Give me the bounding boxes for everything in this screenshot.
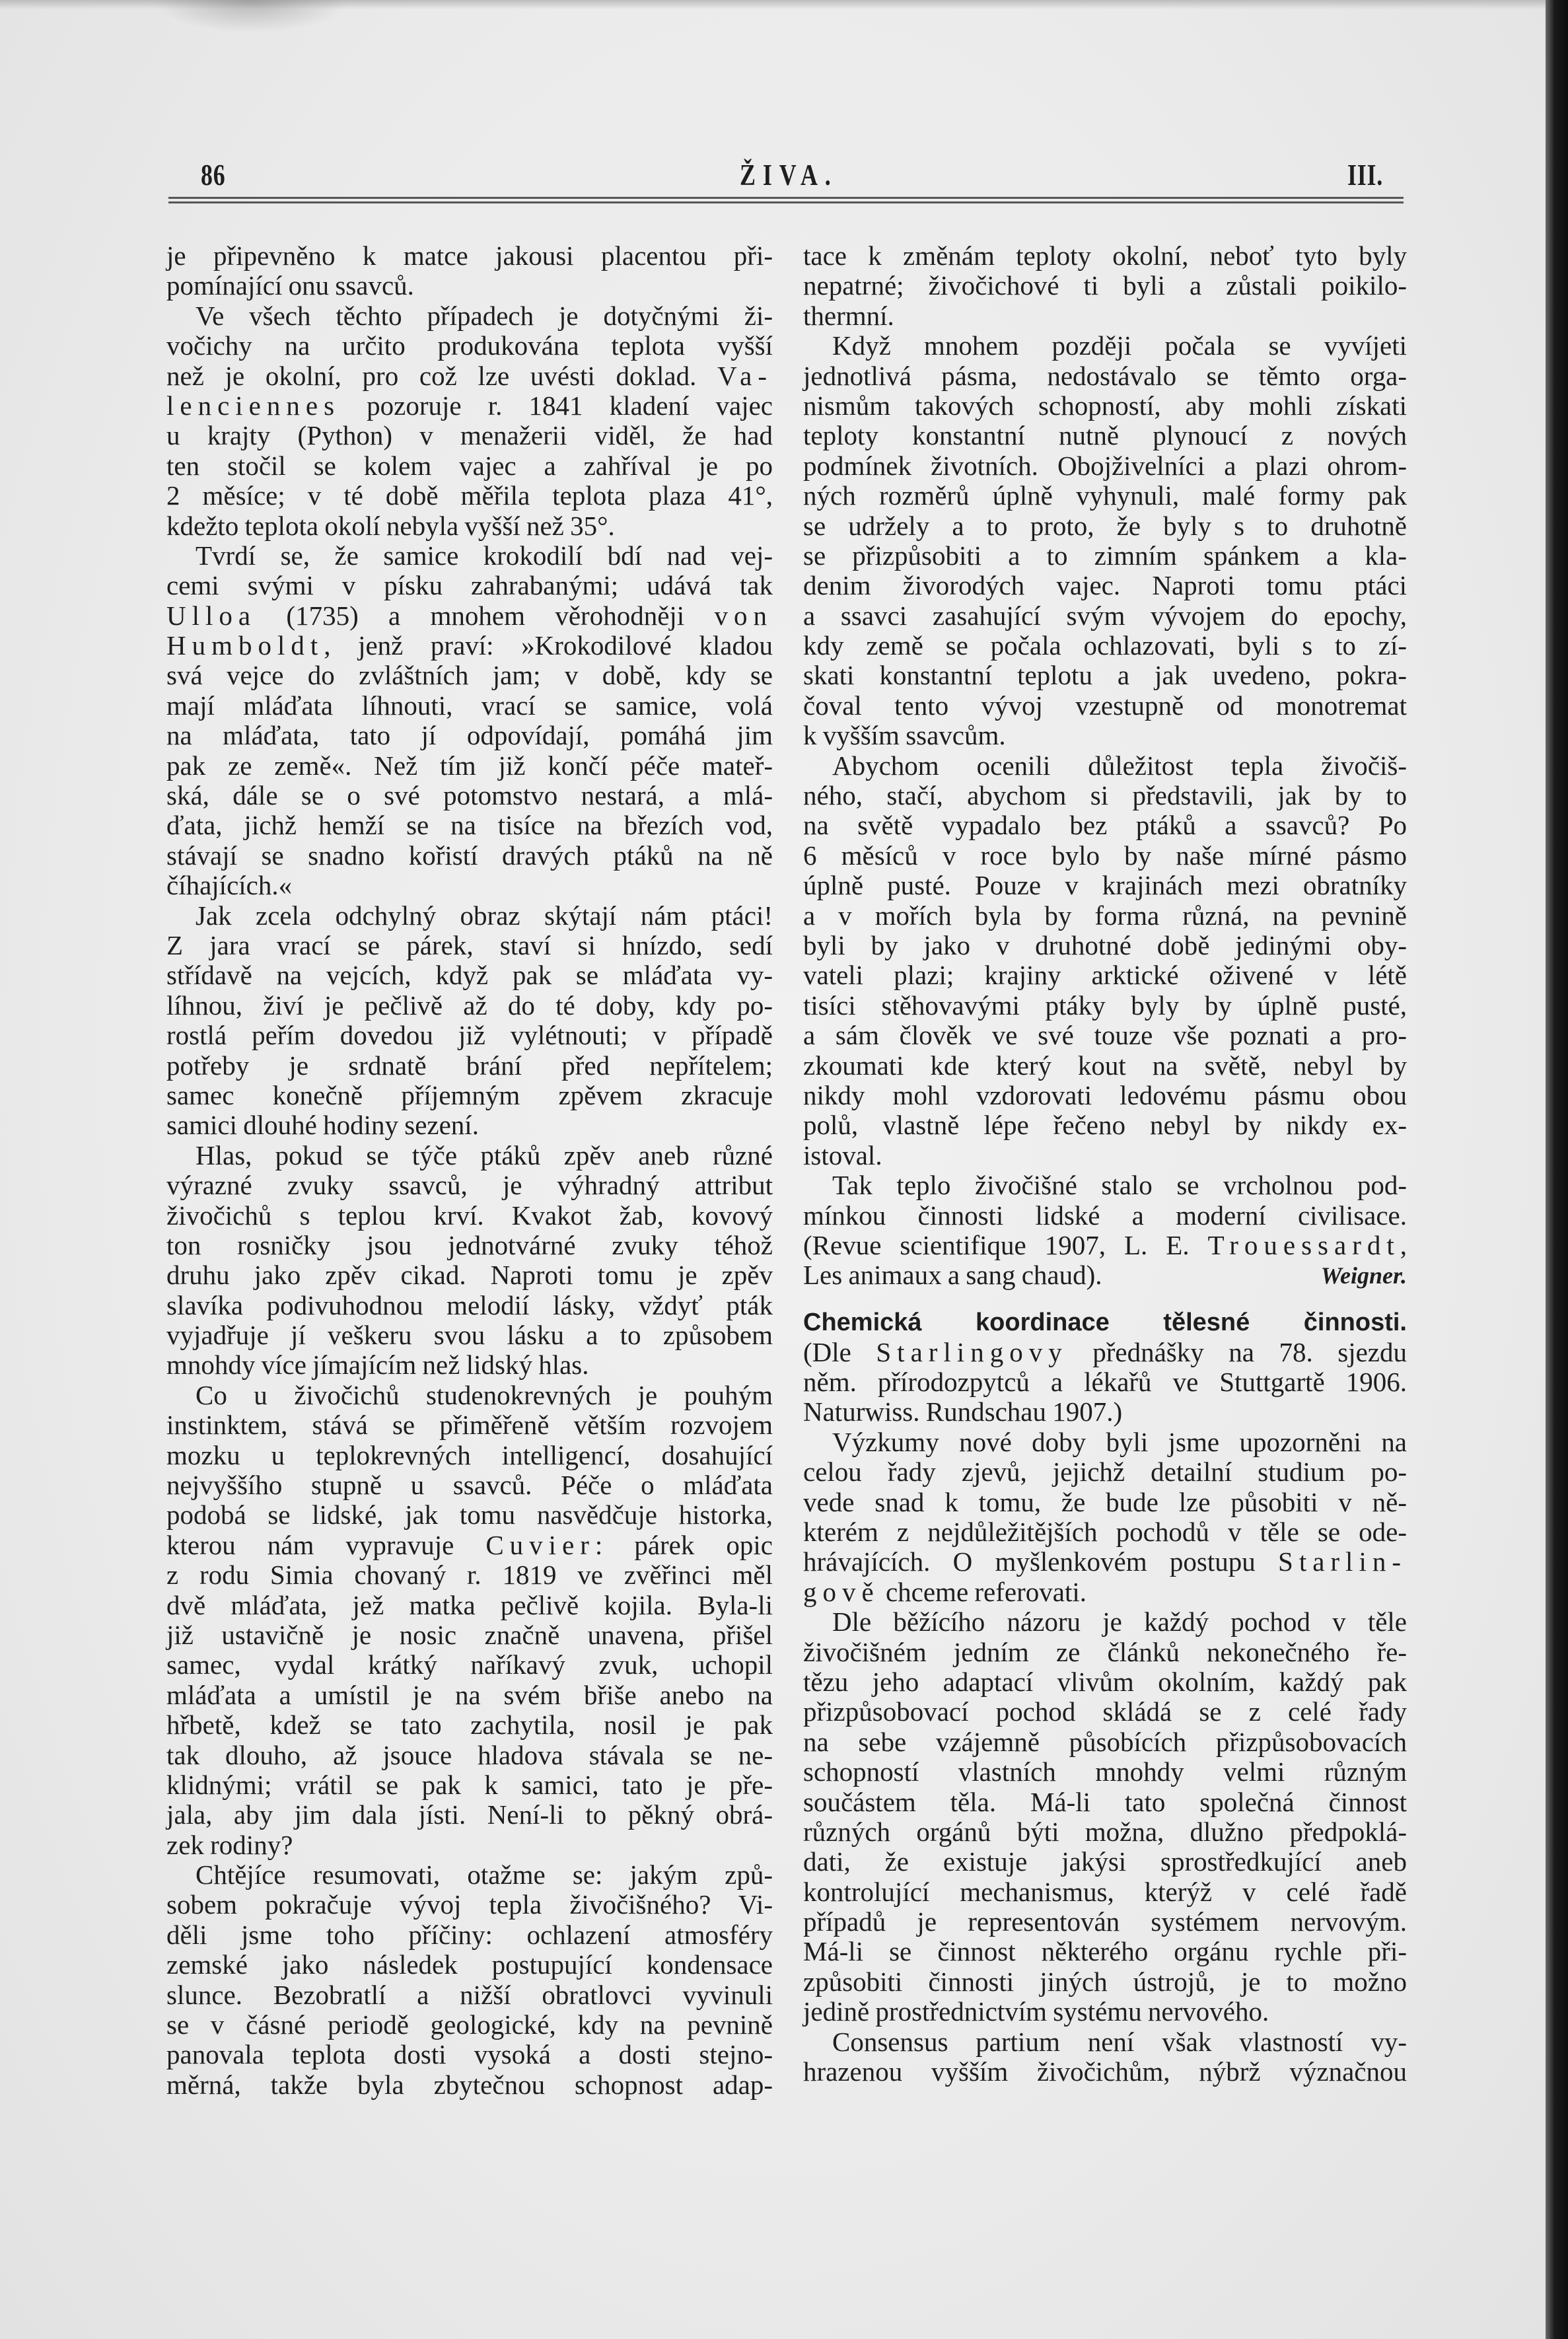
text-line: kdežto teplota okolí nebyla vyšší než 35°. xyxy=(166,510,615,541)
text-line: Ve všech těchto případech je dotyčnými ži- xyxy=(196,300,773,331)
text-line: pak ze země«. Než tím již končí péče mateř- xyxy=(166,750,773,781)
text-line: (Dle Starlingovy přednášky na 78. sjezdu xyxy=(803,1336,1407,1367)
text-line: Humboldt, jenž praví: »Krokodilové kladou xyxy=(166,630,773,661)
text-line: Tak teplo živočišné stalo se vrcholnou pod- xyxy=(832,1170,1407,1201)
text-line: a v mořích byla by forma různá, na pevnině xyxy=(803,900,1407,931)
text-line: mozku u teplokrevných intelligencí, dosahující xyxy=(166,1439,773,1470)
text-line: jednotlivá pásma, nedostávalo se těmto orga- xyxy=(803,360,1407,391)
text-line: vateli plazi; krajiny arktické oživené v létě xyxy=(803,960,1407,991)
text-line: istoval. xyxy=(803,1139,882,1170)
text-line: kontrolující mechanismus, kterýž v celé řadě xyxy=(803,1876,1407,1907)
text-line: 2 měsíce; v té době měřila teplota plaza 41°, xyxy=(166,480,773,511)
text-line: gově chceme referovati. xyxy=(803,1576,1087,1607)
text-line: různých orgánů býti možna, dlužno předpoklá- xyxy=(803,1816,1407,1847)
text-line: klidnými; vrátil se pak k samici, tato je pře- xyxy=(166,1769,773,1800)
text-line: vede snad k tomu, že bude lze působiti v ně- xyxy=(803,1486,1407,1517)
text-line: Les animaux a sang chaud). xyxy=(803,1260,1102,1291)
text-line: měrná, takže byla zbytečnou schopnost adap- xyxy=(166,2069,773,2100)
text-line: líhnou, živí je pečlivě až do té doby, kdy po- xyxy=(166,990,773,1021)
paragraph xyxy=(166,301,773,541)
text-line: kterou nám vypravuje Cuvier: párek opic xyxy=(166,1529,773,1560)
text-line: tězu jeho adaptací vlivům okolním, každý pak xyxy=(803,1666,1407,1697)
paragraph xyxy=(166,1141,773,1381)
text-line: již ustavičně je nosic značně unavena, přišel xyxy=(166,1619,773,1650)
text-line: Chtějíce resumovati, otažme se: jakým způ- xyxy=(196,1859,773,1890)
text-line: Jak zcela odchylný obraz skýtají nám ptáci! xyxy=(196,900,773,931)
page-number: 86 xyxy=(201,158,226,192)
text-line: nikdy mohl vzdorovati ledovému pásmu obou xyxy=(803,1079,1407,1110)
right-column xyxy=(803,241,1407,2087)
text-line: rostlá peřím dovedou již vylétnouti; v případě xyxy=(166,1020,773,1051)
text-line: ných rozměrů úplně vyhynuli, malé formy pak xyxy=(803,480,1407,511)
text-line: součástem těla. Má-li tato společná činnost xyxy=(803,1786,1407,1817)
text-line: Z jara vrací se párek, staví si hnízdo, sedí xyxy=(166,929,773,960)
text-line: se udržely a to proto, že byly s to druhotně xyxy=(803,510,1407,541)
text-line: Má-li se činnost některého orgánu rychle při- xyxy=(803,1936,1407,1967)
text-line: hrávajících. O myšlenkovém postupu Starlin- xyxy=(803,1546,1407,1577)
text-line: tisíci stěhovavými ptáky byly by úplně pusté, xyxy=(803,990,1407,1021)
text-line: ného, stačí, abychom si představili, jak by to xyxy=(803,780,1407,811)
paragraph xyxy=(803,1607,1407,2027)
article-heading: Chemická koordinace tělesné činnosti. xyxy=(803,1308,1407,1336)
text-line: skati konstantní teplotu a jak uvedeno, pokra- xyxy=(803,660,1407,691)
text-line: na světě vypadalo bez ptáků a ssavců? Po xyxy=(803,810,1407,841)
text-line: živočišném jedním ze článků nekonečného ře- xyxy=(803,1636,1407,1667)
paragraph xyxy=(803,1427,1407,1607)
text-line: z rodu Simia chovaný r. 1819 ve zvěřinci měl xyxy=(166,1560,773,1591)
paragraph xyxy=(803,751,1407,1170)
text-line: Dle běžícího názoru je každý pochod v těle xyxy=(832,1606,1407,1637)
paragraph xyxy=(803,1170,1407,1291)
text-line: kdy země se počala ochlazovati, byli s to zí- xyxy=(803,630,1407,661)
text-line: polů, vlastně lépe řečeno nebyl by nikdy ex- xyxy=(803,1110,1407,1141)
header-rule xyxy=(168,201,1404,203)
text-line: případů je representován systémem nervovým. xyxy=(803,1906,1407,1937)
text-line: dati, že existuje jakýsi sprostředkující aneb xyxy=(803,1846,1407,1877)
text-line: svá vejce do zvláštních jam; v době, kdy se xyxy=(166,660,773,691)
text-line: ten stočil se kolem vajec a zahříval je po xyxy=(166,450,773,481)
text-line: pomínající onu ssavců. xyxy=(166,270,414,301)
text-line: denim živorodých vajec. Naproti tomu ptáci xyxy=(803,570,1407,601)
text-line: tace k změnám teploty okolní, neboť tyto byly xyxy=(803,240,1407,271)
scan-smudge xyxy=(152,0,350,33)
text-line: zek rodiny? xyxy=(166,1829,293,1860)
text-line: čoval tento vývoj vzestupně od monotremat xyxy=(803,690,1407,721)
text-line: jedině prostřednictvím systému nervového. xyxy=(803,1996,1269,2027)
journal-title: ŽIVA. xyxy=(740,158,838,192)
text-line: výrazné zvuky ssavců, je výhradný attribut xyxy=(166,1170,773,1201)
text-line: kterém z nejdůležitějších pochodů v těle se ode- xyxy=(803,1517,1407,1548)
text-line: hrazenou vyšším živočichům, nýbrž význačnou xyxy=(803,2056,1407,2087)
text-line: jala, aby jim dala jísti. Není-li to pěkný obrá- xyxy=(166,1799,773,1830)
text-line: thermní. xyxy=(803,300,894,331)
paragraph xyxy=(166,901,773,1141)
text-line: způsobiti činnosti jiných ústrojů, je to možno xyxy=(803,1966,1407,1997)
text-line: a sám člověk ve své touze vše poznati a pro- xyxy=(803,1020,1407,1051)
text-line: Naturwiss. Rundschau 1907.) xyxy=(803,1396,1123,1427)
text-line: slunce. Bezobratlí a nižší obratlovci vyvinuli xyxy=(166,1979,773,2010)
text-line: zkoumati kde který kout na světě, nebyl by xyxy=(803,1050,1407,1081)
text-line: schopností vlastních mnohdy velmi různým xyxy=(803,1756,1407,1787)
text-line: teploty konstantní nutně plynoucí z nových xyxy=(803,420,1407,451)
text-line: hřbetě, kdež se tato zachytila, nosil je pak xyxy=(166,1709,773,1741)
text-line: druhu jako zpěv cikad. Naproti tomu je zpěv xyxy=(166,1260,773,1291)
paragraph xyxy=(803,2027,1407,2087)
paragraph xyxy=(803,241,1407,331)
text-line: se přizpůsobiti a to zimním spánkem a kla- xyxy=(803,540,1407,571)
text-line: 6 měsíců v roce bylo by naše mírné pásmo xyxy=(803,840,1407,871)
header-rule xyxy=(168,197,1404,199)
text-line: vyjadřuje jí veškeru svou lásku a to způsobem xyxy=(166,1320,773,1351)
paragraph xyxy=(166,1381,773,1860)
text-line: podobá se lidské, jak tomu nasvědčuje historka, xyxy=(166,1499,773,1530)
text-line: a ssavci zasahující svým vývojem do epochy, xyxy=(803,600,1407,631)
text-line: na mláďata, tato jí odpovídají, pomáhá jim xyxy=(166,720,773,751)
text-line: je připevněno k matce jakousi placentou při- xyxy=(166,240,773,271)
text-line: mínkou činnosti lidské a moderní civilisace. xyxy=(803,1200,1407,1231)
text-line: Výzkumy nové doby byli jsme upozorněni na xyxy=(832,1426,1407,1457)
text-line: instinktem, stává se přiměřeně větším rozvojem xyxy=(166,1410,773,1441)
text-line: Consensus partium není však vlastností vy- xyxy=(832,2026,1407,2057)
text-line: lenciennes pozoruje r. 1841 kladení vajec xyxy=(166,390,773,421)
text-line: stávají se snadno kořistí dravých ptáků na ně xyxy=(166,840,773,871)
text-line: k vyšším ssavcům. xyxy=(803,720,1006,751)
paragraph xyxy=(166,241,773,301)
text-line: živočichů s teplou krví. Kvakot žab, kovový xyxy=(166,1200,773,1231)
text-line: slavíka podivuhodnou melodií lásky, vždyť pták xyxy=(166,1289,773,1320)
text-line: ton rosničky jsou jednotvárné zvuky téhož xyxy=(166,1229,773,1260)
text-line: mnohdy více jímajícím než lidský hlas. xyxy=(166,1349,589,1381)
text-line: samec konečně příjemným zpěvem zkracuje xyxy=(166,1079,773,1110)
text-line: střídavě na vejcích, když pak se mláďata vy- xyxy=(166,960,773,991)
text-line: (Revue scientifique 1907, L. E. Trouessardt, xyxy=(803,1229,1407,1260)
text-line: Co u živočichů studenokrevných je pouhým xyxy=(196,1379,773,1410)
text-line: u krajty (Python) v menažerii viděl, že had xyxy=(166,420,773,451)
text-line: panovala teplota dosti vysoká a dosti stejno- xyxy=(166,2039,773,2070)
text-line: Ulloa (1735) a mnohem věrohodněji von xyxy=(166,600,773,631)
text-line: podmínek životních. Obojživelníci a plazi ohrom- xyxy=(803,450,1407,481)
text-line: Tvrdí se, že samice krokodilí bdí nad vej- xyxy=(196,540,773,571)
text-line: ďata, jichž hemží se na tisíce na březích vod, xyxy=(166,810,773,841)
paragraph xyxy=(803,331,1407,750)
text-line: Abychom ocenili důležitost tepla živočiš- xyxy=(832,750,1407,781)
text-line: tak dlouho, až jsouce hladova stávala se ne- xyxy=(166,1739,773,1770)
text-line: celou řady zjevů, jejichž detailní studium po- xyxy=(803,1457,1407,1488)
text-line: nepatrné; živočichové ti byli a zůstali poikilo- xyxy=(803,270,1407,301)
text-line: něm. přírodozpytců a lékařů ve Stuttgartě 1906. xyxy=(803,1367,1407,1398)
text-line: mají mláďata líhnouti, vrací se samice, volá xyxy=(166,690,773,721)
text-line: ská, dále se o své potomstvo nestará, a mlá- xyxy=(166,780,773,811)
text-line: cemi svými v písku zahrabanými; udává tak xyxy=(166,570,773,601)
paragraph xyxy=(166,1860,773,2100)
text-line: byli by jako v druhotné době jedinými oby- xyxy=(803,929,1407,960)
scan-edge-right xyxy=(1546,0,1568,2339)
text-line: potřeby je srdnatě brání před nepřítelem; xyxy=(166,1050,773,1081)
paragraph xyxy=(803,1338,1407,1427)
text-line: vočichy na určito produkována teplota vyšší xyxy=(166,330,773,361)
text-line: Když mnohem později počala se vyvíjeti xyxy=(832,330,1407,361)
text-line: přizpůsobovací pochod skládá se z celé řady xyxy=(803,1696,1407,1727)
text-line: samici dlouhé hodiny sezení. xyxy=(166,1110,479,1141)
text-line: děli jsme toho příčiny: ochlazení atmosféry xyxy=(166,1919,773,1950)
text-line: než je okolní, pro což lze uvésti doklad. Va- xyxy=(166,360,773,391)
text-line: na sebe vzájemně působících přizpůsobovacích xyxy=(803,1726,1407,1757)
text-line: samec, vydal krátký naříkavý zvuk, uchopil xyxy=(166,1649,773,1680)
text-line: se v čásné periodě geologické, kdy na pevnině xyxy=(166,2009,773,2040)
left-column xyxy=(166,241,773,2100)
author-signature: Weigner. xyxy=(1320,1262,1407,1289)
volume-number: III. xyxy=(1347,158,1383,192)
text-line: mláďata a umístil je na svém břiše anebo na xyxy=(166,1679,773,1710)
text-line: úplně pusté. Pouze v krajinách mezi obratníky xyxy=(803,870,1407,901)
text-line: sobem pokračuje vývoj tepla živočišného? Vi- xyxy=(166,1889,773,1920)
text-line: zemské jako následek postupující kondensace xyxy=(166,1949,773,1980)
text-line: dvě mláďata, jež matka pečlivě kojila. Byla-li xyxy=(166,1589,773,1620)
text-line: nejvyššího stupně u ssavců. Péče o mláďata xyxy=(166,1470,773,1501)
text-line: Hlas, pokud se týče ptáků zpěv aneb různé xyxy=(196,1139,773,1170)
text-line: číhajících.« xyxy=(166,870,293,901)
text-line: nismům takových schopností, aby mohli získati xyxy=(803,390,1407,421)
paragraph xyxy=(166,541,773,901)
